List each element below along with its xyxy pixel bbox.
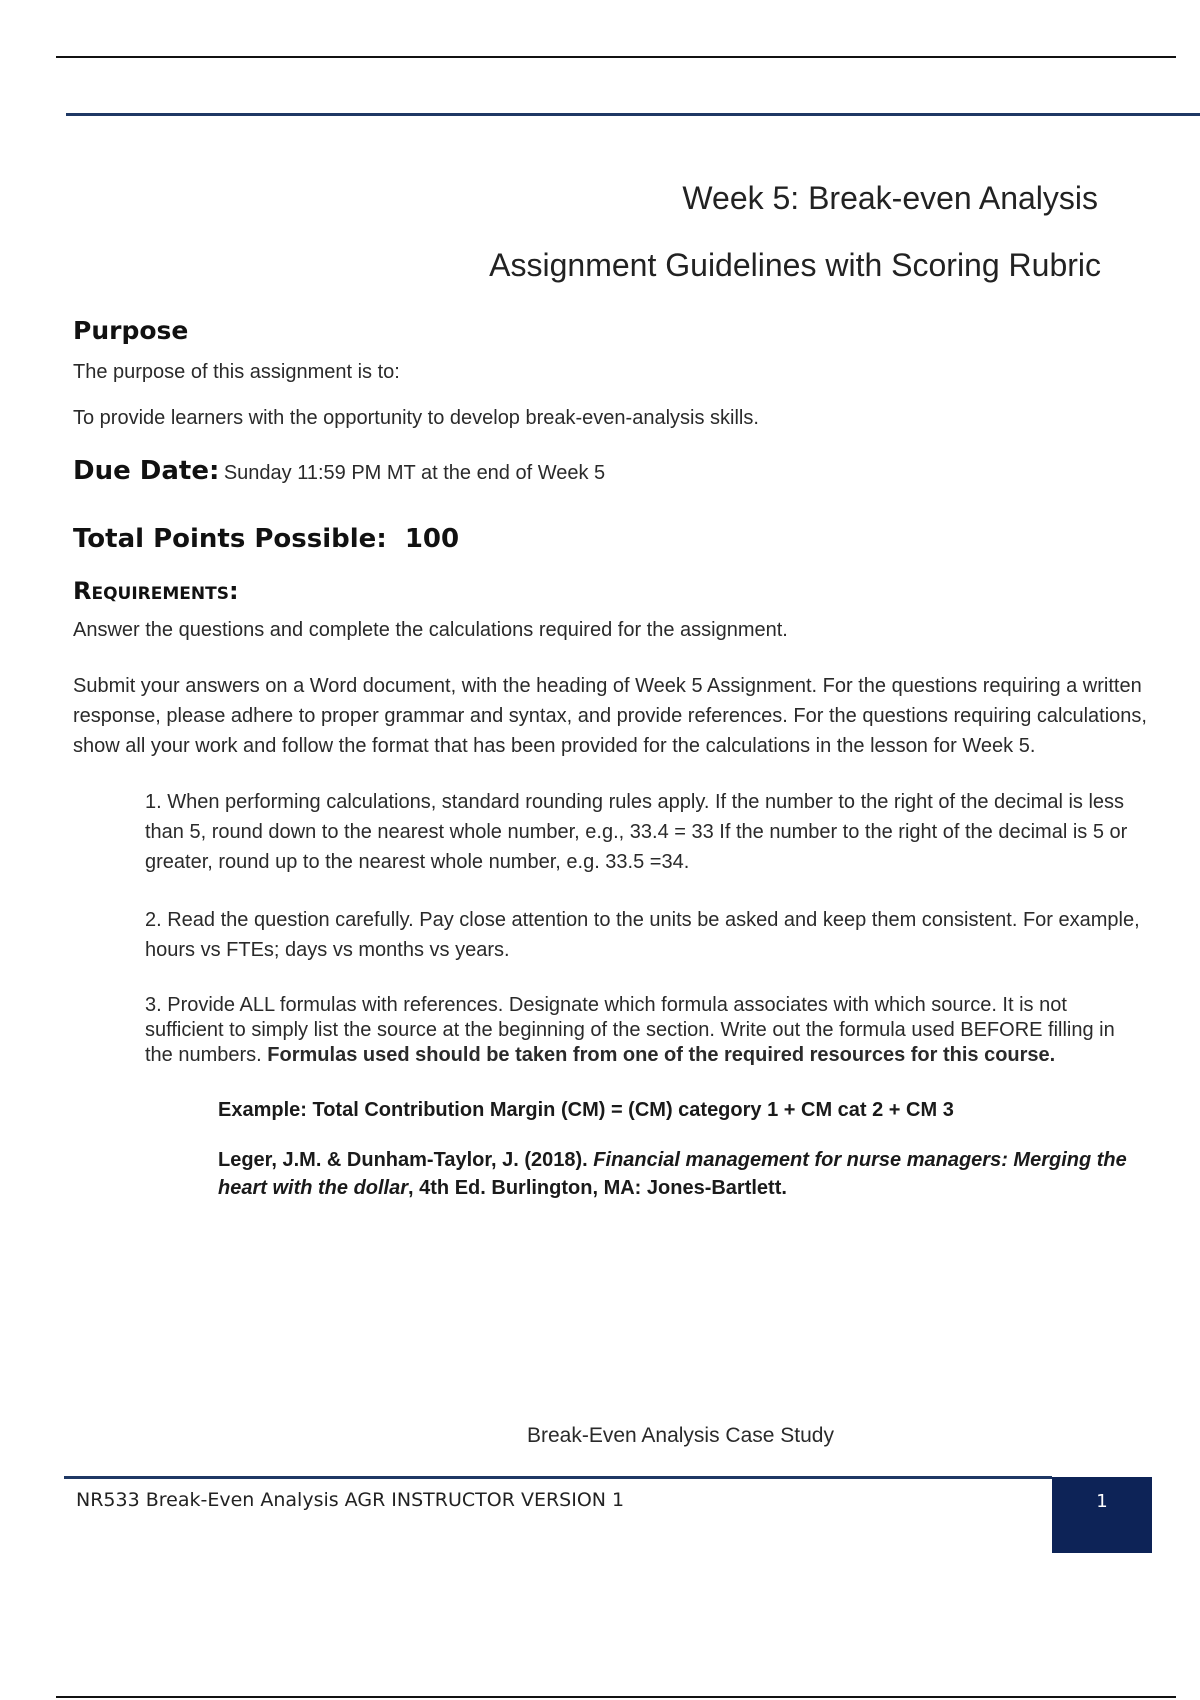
list-item-text: 3. Provide ALL formulas with references. Designate which formula associates with which source. It is not sufficient to simply list the source at the beginning of the section. Write out the formula used BEFORE filling in the numbers. xyxy=(145,994,1115,1066)
purpose-intro: The purpose of this assignment is to: xyxy=(73,361,400,383)
total-points-label: Total Points Possible: xyxy=(73,524,387,554)
requirements-submit: Submit your answers on a Word document, with the heading of Week 5 Assignment. For the questions requiring a written response, please adhere to proper grammar and syntax, and provide references. For the questions requiring calculations, show all your work and follow the format that has been provided for the calculations in the lesson for Week 5. xyxy=(73,675,1147,757)
reference-citation xyxy=(218,1146,1138,1202)
requirements-intro: Answer the questions and complete the calculations required for the assignment. xyxy=(73,619,788,641)
total-points-value: 100 xyxy=(404,524,460,554)
due-date-label: Due Date: xyxy=(73,456,220,486)
total-points xyxy=(73,521,1153,557)
page-subtitle: Assignment Guidelines with Scoring Rubric xyxy=(489,247,1101,283)
reference-title: Financial management for nurse managers: Merging the heart with the dollar xyxy=(218,1149,1127,1199)
list-item-emphasis: Formulas used should be taken from one of the required resources for this course. xyxy=(267,1044,1056,1066)
formula-example: Example: Total Contribution Margin (CM) = (CM) category 1 + CM cat 2 + CM 3 xyxy=(218,1099,954,1121)
due-date-value: Sunday 11:59 PM MT at the end of Week 5 xyxy=(223,462,606,484)
page-number-box xyxy=(1052,1477,1152,1553)
list-item: 1. When performing calculations, standard rounding rules apply. If the number to the right of the decimal is less than 5, round down to the nearest whole number, e.g., 33.4 = 33 If the number to the right of the decimal is 5 or greater, round up to the nearest whole number, e.g. 33.5 =34. xyxy=(145,791,1128,873)
reference-publisher: , 4th Ed. Burlington, MA: Jones-Bartlett. xyxy=(408,1177,787,1199)
requirements-heading: Requirements: xyxy=(73,577,239,605)
header-rule xyxy=(66,113,1200,116)
list-item xyxy=(145,993,1145,1068)
document-body xyxy=(73,316,1153,1202)
top-rule xyxy=(56,56,1176,58)
footer-rule xyxy=(64,1476,1052,1479)
reference-authors: Leger, J.M. & Dunham-Taylor, J. (2018). xyxy=(218,1149,594,1171)
bottom-rule xyxy=(56,1696,1176,1698)
due-date xyxy=(73,453,1153,493)
list-item: 2. Read the question carefully. Pay close attention to the units be asked and keep them consistent. For example, hours vs FTEs; days vs months vs years. xyxy=(145,909,1140,961)
page-title: Week 5: Break-even Analysis xyxy=(682,180,1098,216)
page-number: 1 xyxy=(1096,1491,1108,1512)
purpose-heading: Purpose xyxy=(73,316,189,345)
example-block xyxy=(218,1096,1138,1202)
requirements-list xyxy=(145,787,1145,1068)
case-study-title: Break-Even Analysis Case Study xyxy=(527,1424,834,1447)
footer-course-text: NR533 Break-Even Analysis AGR INSTRUCTOR VERSION 1 xyxy=(76,1489,625,1511)
purpose-statement: To provide learners with the opportunity to develop break-even-analysis skills. xyxy=(73,407,759,429)
